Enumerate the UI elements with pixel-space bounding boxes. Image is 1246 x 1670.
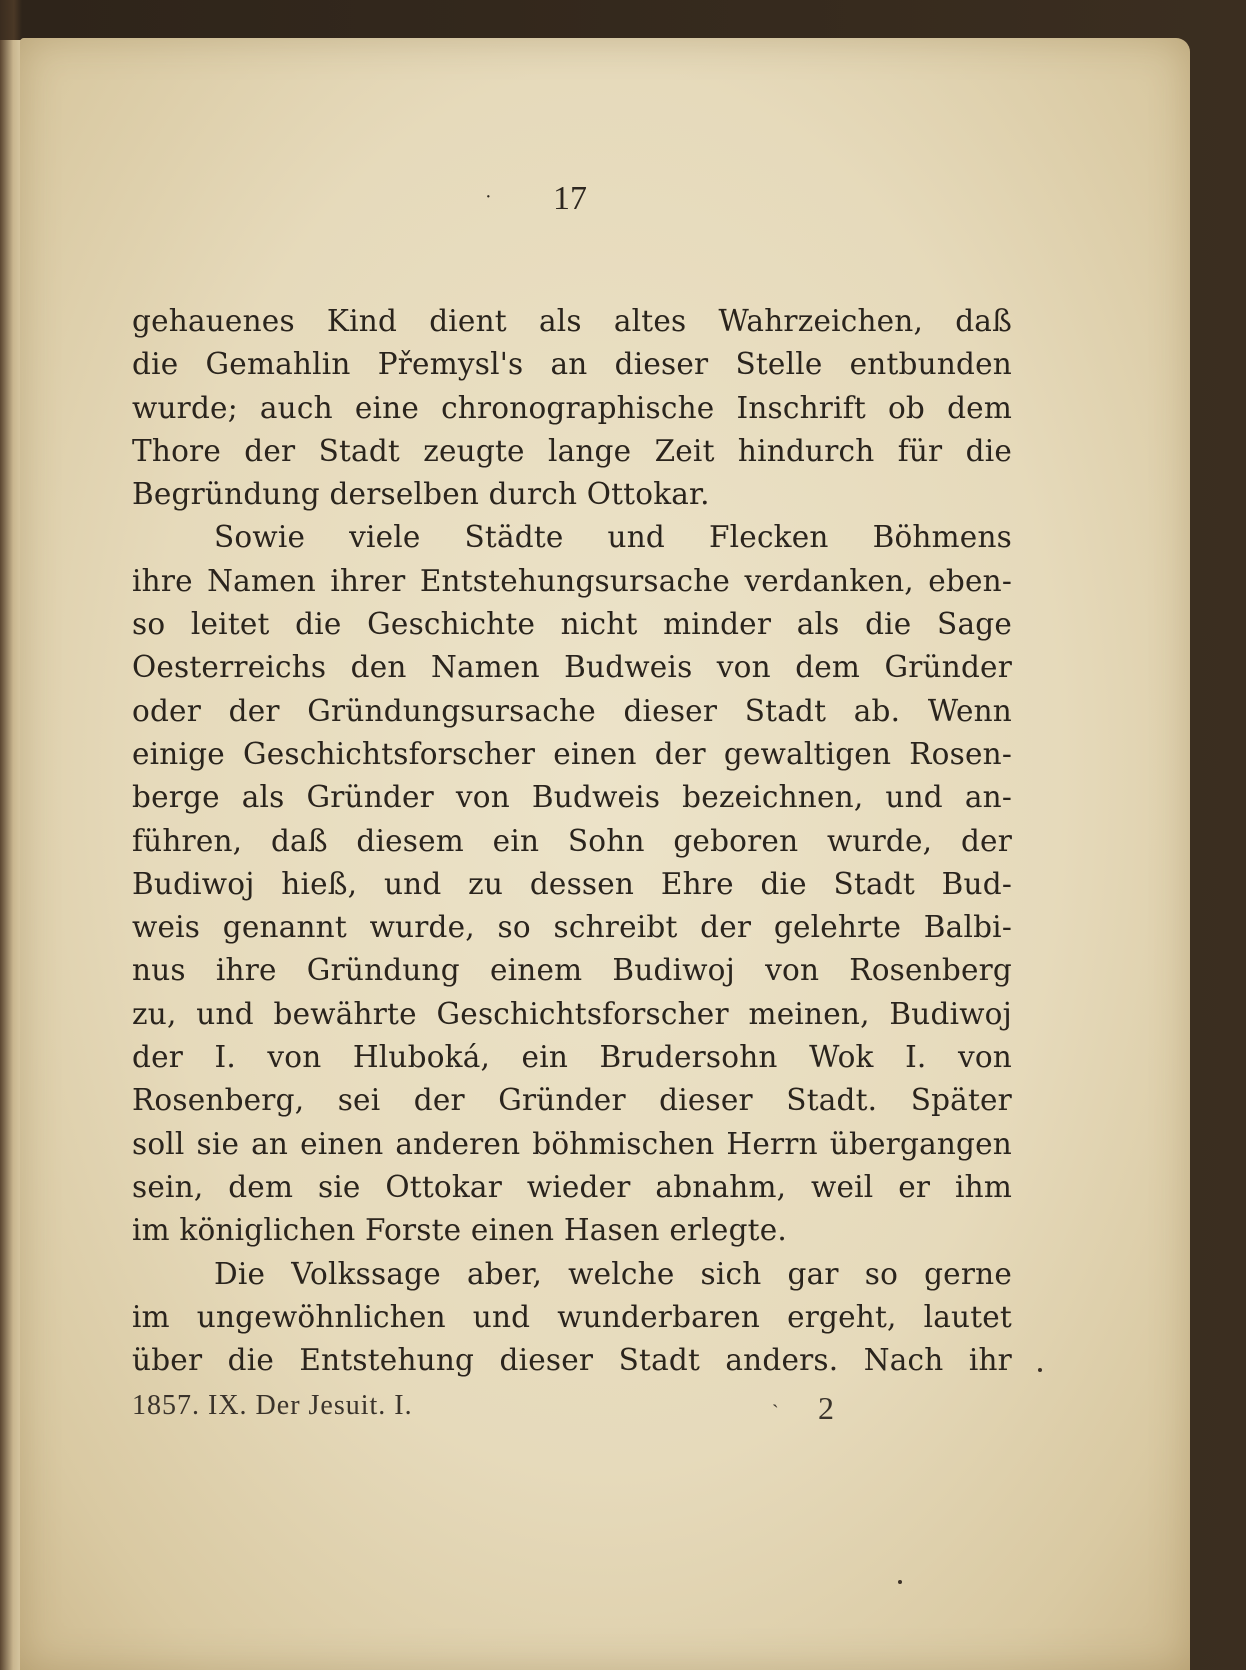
text-line: der I. von Hluboká, ein Brudersohn Wok I. von bbox=[132, 1040, 1012, 1075]
text-line: über die Entstehung dieser Stadt anders. Nach ihr bbox=[132, 1343, 1012, 1378]
text-line: wurde; auch eine chronographische Inschrift ob dem bbox=[132, 390, 1012, 425]
sheet-number: 2 bbox=[818, 1390, 835, 1426]
text-line: Sowie viele Städte und Flecken Böhmens bbox=[214, 520, 1012, 555]
text-line: gehauenes Kind dient als altes Wahrzeichen, daß bbox=[132, 304, 1012, 338]
text-line: Thore der Stadt zeugte lange Zeit hindurch für die bbox=[132, 433, 1012, 468]
body-text bbox=[132, 300, 1012, 1382]
text-line: führen, daß diesem ein Sohn geboren wurde, der bbox=[132, 823, 1012, 858]
paragraph bbox=[132, 516, 1012, 1252]
text-line: einige Geschichtsforscher einen der gewaltigen Rosen- bbox=[132, 736, 1012, 771]
text-line: soll sie an einen anderen böhmischen Herrn übergangen bbox=[132, 1126, 1012, 1161]
ink-mark: ˎ bbox=[772, 1386, 780, 1408]
book-page bbox=[20, 38, 1190, 1670]
text-line: Oesterreichs den Namen Budweis von dem Gründer bbox=[132, 650, 1012, 685]
text-line: Begründung derselben durch Ottokar. bbox=[132, 477, 710, 512]
paragraph bbox=[132, 1253, 1012, 1383]
text-line: berge als Gründer von Budweis bezeichnen, und an- bbox=[132, 780, 1012, 815]
page-footer bbox=[132, 1386, 1012, 1430]
text-line: Rosenberg, sei der Gründer dieser Stadt. Später bbox=[132, 1083, 1012, 1118]
text-line: im königlichen Forste einen Hasen erlegte. bbox=[132, 1213, 787, 1248]
text-line: nus ihre Gründung einem Budiwoj von Rosenberg bbox=[132, 953, 1012, 988]
ink-speck bbox=[898, 1580, 902, 1584]
page-edge bbox=[0, 40, 22, 1670]
paragraph bbox=[132, 300, 1012, 516]
printer-signature: 1857. IX. Der Jesuit. I. bbox=[132, 1390, 413, 1421]
text-line: sein, dem sie Ottokar wieder abnahm, weil er ihm bbox=[132, 1169, 1012, 1204]
page-number-text: 17 bbox=[553, 180, 587, 217]
text-line: Die Volkssage aber, welche sich gar so gerne bbox=[214, 1256, 1012, 1291]
text-line: zu, und bewährte Geschichtsforscher meinen, Budiwoj bbox=[132, 996, 1012, 1031]
text-line: weis genannt wurde, so schreibt der gelehrte Balbi- bbox=[132, 910, 1012, 945]
text-line: ihre Namen ihrer Entstehungsursache verdanken, eben- bbox=[132, 563, 1012, 598]
ink-dot: · bbox=[485, 186, 492, 208]
ink-speck bbox=[1038, 1368, 1042, 1372]
text-line: die Gemahlin Přemysl's an dieser Stelle entbunden bbox=[132, 347, 1012, 382]
text-line: oder der Gründungsursache dieser Stadt ab. Wenn bbox=[132, 693, 1012, 728]
text-line: im ungewöhnlichen und wunderbaren ergeht, lautet bbox=[132, 1299, 1012, 1334]
text-line: Budiwoj hieß, und zu dessen Ehre die Stadt Bud- bbox=[132, 866, 1012, 901]
text-line: so leitet die Geschichte nicht minder als die Sage bbox=[132, 607, 1012, 642]
page-number bbox=[20, 180, 1120, 218]
